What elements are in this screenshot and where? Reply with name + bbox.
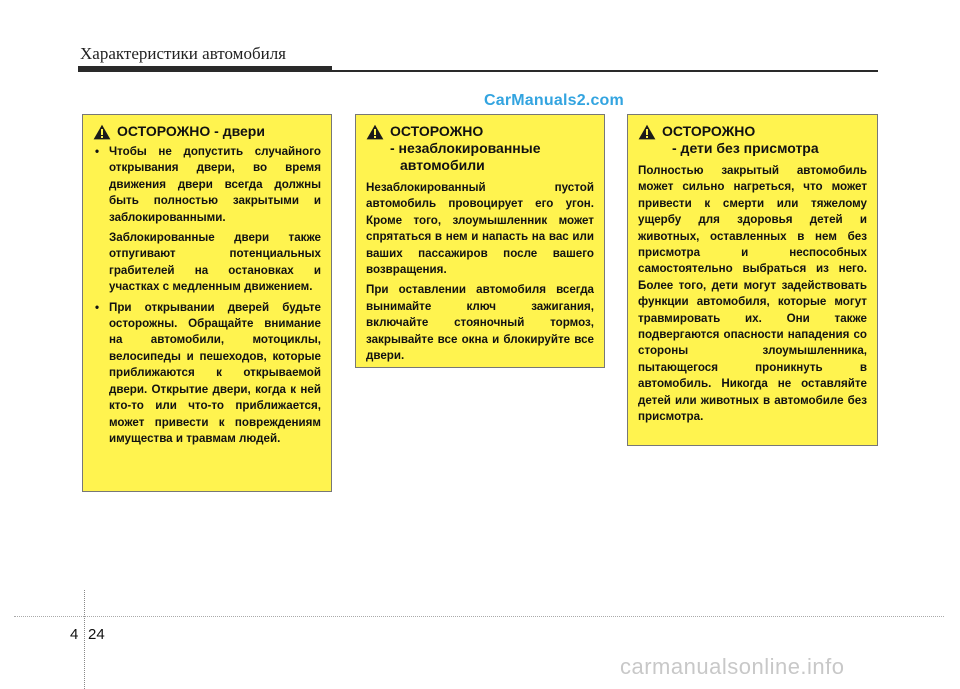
warning-triangle-icon: [638, 124, 656, 140]
warning-triangle-icon: [93, 124, 111, 140]
bullet-item: [93, 144, 321, 296]
warning-box-header: [638, 123, 867, 140]
paragraph: Заблокированные двери также отпугивают потенциальных грабителей на остановках и участках с медленным движением.: [109, 231, 321, 294]
warning-title: ОСТОРОЖНО - двери: [117, 123, 265, 139]
paragraph: • Чтобы не допустить случайного открывания двери, во время движения двери всегда должны быть полностью закрытыми и заблокированными.: [109, 145, 321, 224]
warning-title-main: ОСТОРОЖНО: [390, 123, 484, 139]
paragraph: Незаблокированный пустой автомобиль провоцирует его угон. Кроме того, злоумышленник может спрятаться в нем и напасть на вас или ваших пассажиров после вашего возвращения.: [366, 181, 594, 277]
warning-triangle-icon: [366, 124, 384, 140]
footer-vertical-rule: [84, 590, 85, 689]
warning-subtitle: - незаблокированные: [390, 140, 541, 156]
paragraph: При оставлении автомобиля всегда вынимайте ключ зажигания, включайте стояночный тормоз, закрывайте все окна и блокируйте все двери.: [366, 283, 594, 363]
warning-subtitle-cont: автомобили: [400, 157, 485, 173]
bullet-list: [93, 144, 321, 447]
warning-box-doors: [82, 114, 332, 492]
warning-title: [390, 123, 483, 140]
header-rule-thin: [332, 70, 878, 72]
page-number-value: 24: [88, 626, 105, 643]
bullet-item: [93, 300, 321, 448]
paragraph: Полностью закрытый автомобиль может сильно нагреться, что может привести к смерти или тяжелому ущербу для здоровья детей и животных, оставленных в нем без присмотра и неспособных самостоятельно выбраться из него. Более того, дети могут задействовать функции автомобиля, которые могут травмировать их. Они также подвергаются опасности нападения со стороны злоумышленника, пытающегося проникнуть в автомобиль. Никогда не оставляйте детей или животных в автомобиле без присмотра.: [638, 164, 867, 424]
warning-subtitle: - дети без присмотра: [672, 140, 819, 156]
watermark-top[interactable]: CarManuals2.com: [484, 92, 624, 109]
warning-title: ОСТОРОЖНО: [662, 123, 756, 139]
footer-dotted-rule: [14, 616, 944, 617]
warning-box-header: [93, 123, 321, 140]
header-rule-thick: [78, 66, 332, 72]
warning-box-unlocked-cars: [355, 114, 605, 368]
watermark-bottom[interactable]: carmanualsonline.info: [620, 654, 845, 679]
warning-box-children: [627, 114, 878, 446]
chapter-number: 4: [70, 626, 79, 643]
warning-box-header: [366, 123, 594, 140]
section-title: Характеристики автомобиля: [80, 44, 286, 63]
paragraph: • При открывании дверей будьте осторожны. Обращайте внимание на автомобили, мотоциклы, велосипеды и пешеходов, которые приближаются к открываемой двери. Открытие двери, когда к ней кто-то или что-то приближается, может привести к повреждениям имущества и травмам людей.: [109, 300, 321, 445]
